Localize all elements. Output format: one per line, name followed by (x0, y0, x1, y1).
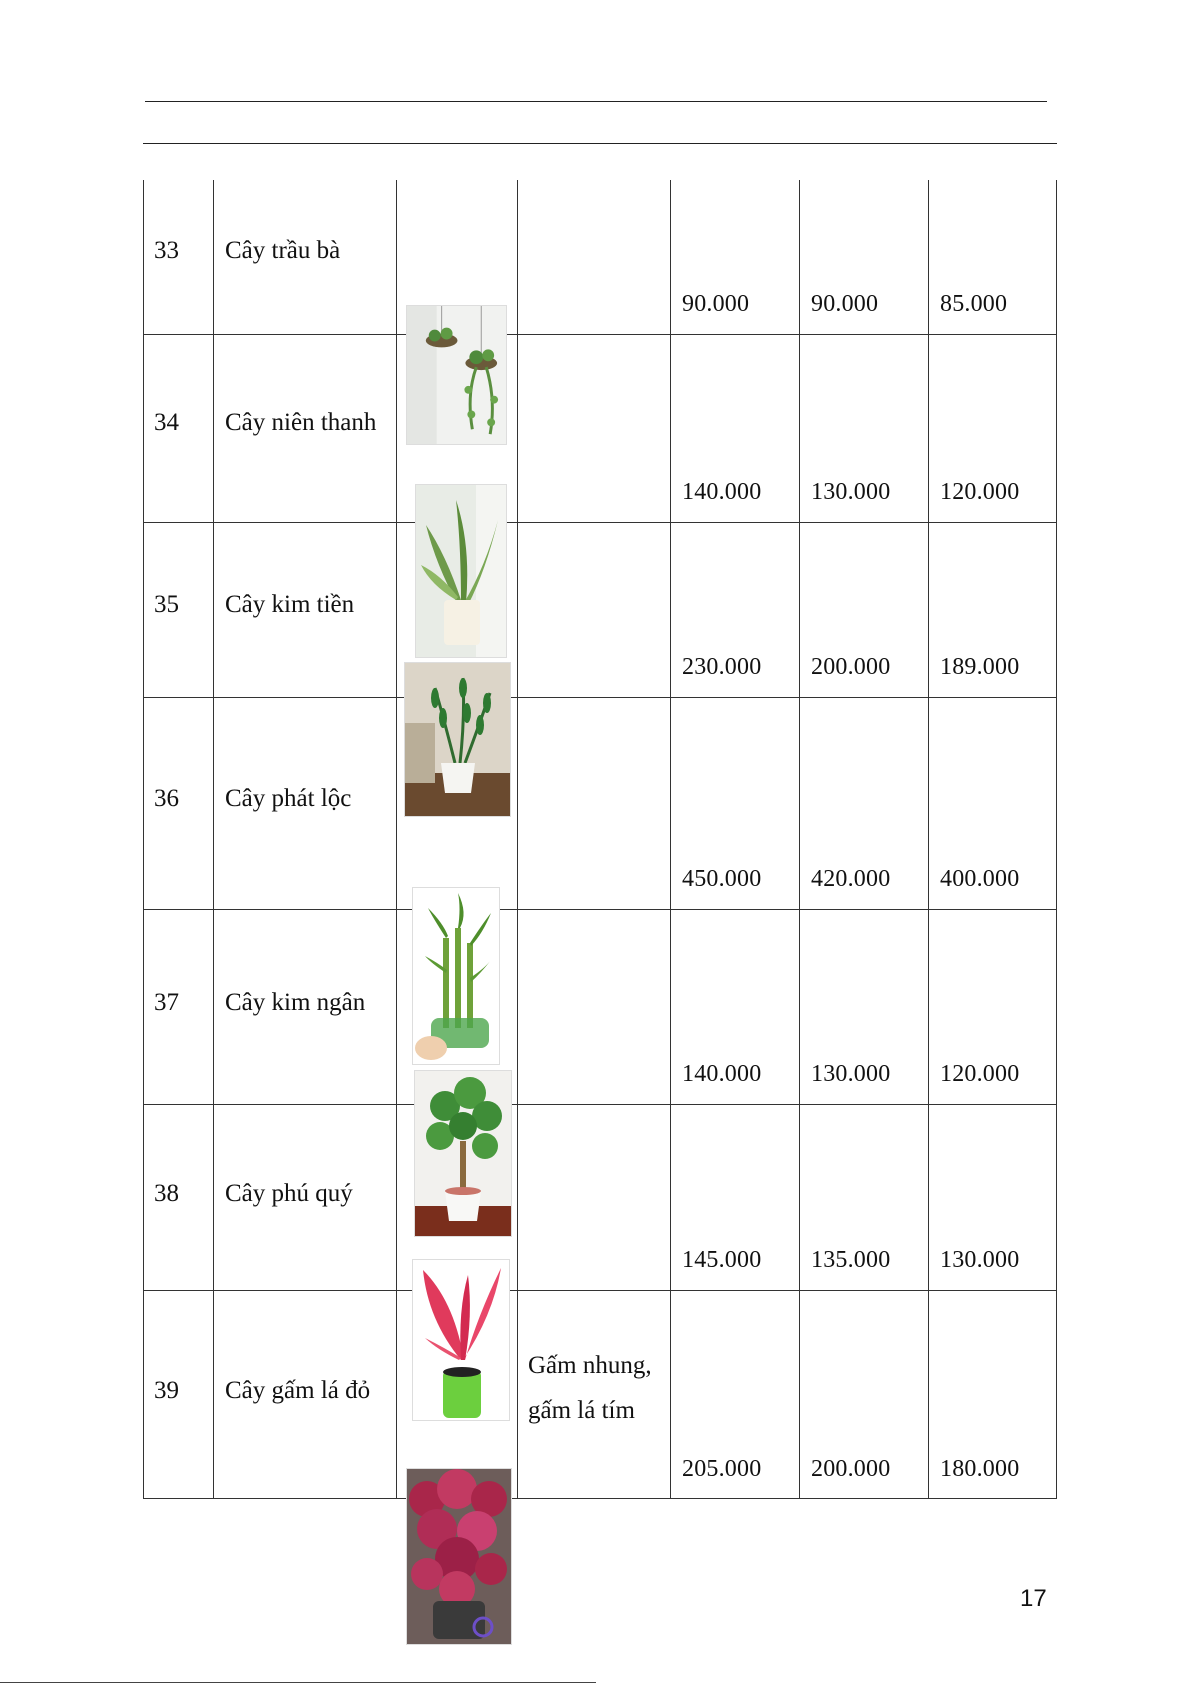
money-tree-photo (414, 1070, 512, 1237)
col-divider-2 (396, 180, 397, 1499)
row-number: 37 (154, 989, 179, 1016)
row-number: 33 (154, 237, 179, 264)
red-leaf-plant-photo (406, 1468, 512, 1645)
red-aglaonema-photo (412, 1259, 510, 1421)
price-col-3: 189.000 (940, 654, 1020, 680)
row-divider (143, 522, 1057, 523)
price-col-1: 140.000 (682, 479, 762, 505)
lucky-bamboo-photo (412, 887, 500, 1065)
price-col-2: 135.000 (811, 1247, 891, 1273)
table-border-left (143, 180, 144, 1499)
row-divider (143, 909, 1057, 910)
table-border-right (1056, 180, 1057, 1499)
col-divider-5 (799, 180, 800, 1499)
price-col-1: 90.000 (682, 291, 750, 317)
col-divider-6 (928, 180, 929, 1499)
row-number: 34 (154, 409, 179, 436)
dieffenbachia-photo (415, 484, 507, 658)
footer-rule (0, 1682, 596, 1683)
page-number: 17 (1020, 1585, 1047, 1612)
plant-name: Cây niên thanh (225, 409, 377, 436)
plant-name: Cây gấm lá đỏ (225, 1377, 371, 1404)
row-divider (143, 697, 1057, 698)
plant-name: Cây kim ngân (225, 989, 366, 1016)
row-number: 36 (154, 785, 179, 812)
alternate-names-line-2: gấm lá tím (528, 1397, 635, 1424)
col-divider-1 (213, 180, 214, 1499)
price-col-3: 120.000 (940, 479, 1020, 505)
price-col-1: 230.000 (682, 654, 762, 680)
row-number: 35 (154, 591, 179, 618)
row-divider (143, 334, 1057, 335)
header-rule-top (145, 101, 1047, 102)
price-col-1: 450.000 (682, 866, 762, 892)
row-divider (143, 1290, 1057, 1291)
alternate-names-line-1: Gấm nhung, (528, 1352, 652, 1379)
col-divider-3 (517, 180, 518, 1499)
price-col-1: 145.000 (682, 1247, 762, 1273)
row-divider (143, 1104, 1057, 1105)
price-col-3: 85.000 (940, 291, 1008, 317)
price-col-2: 130.000 (811, 1061, 891, 1087)
plant-name: Cây trầu bà (225, 237, 341, 264)
col-divider-4 (670, 180, 671, 1499)
row-number: 39 (154, 1377, 179, 1404)
price-col-3: 120.000 (940, 1061, 1020, 1087)
plant-name: Cây phú quý (225, 1180, 353, 1207)
price-col-2: 200.000 (811, 1456, 891, 1482)
price-col-2: 90.000 (811, 291, 879, 317)
price-col-1: 205.000 (682, 1456, 762, 1482)
row-number: 38 (154, 1180, 179, 1207)
price-col-2: 420.000 (811, 866, 891, 892)
zz-plant-photo (404, 662, 511, 817)
table-border-bottom (143, 1498, 1057, 1499)
plant-name: Cây phát lộc (225, 785, 352, 812)
price-col-3: 400.000 (940, 866, 1020, 892)
plant-name: Cây kim tiền (225, 591, 355, 618)
hanging-pothos-photo (406, 305, 507, 445)
price-col-3: 180.000 (940, 1456, 1020, 1482)
price-col-2: 200.000 (811, 654, 891, 680)
price-col-2: 130.000 (811, 479, 891, 505)
header-rule-bottom (143, 143, 1057, 144)
price-col-1: 140.000 (682, 1061, 762, 1087)
price-col-3: 130.000 (940, 1247, 1020, 1273)
